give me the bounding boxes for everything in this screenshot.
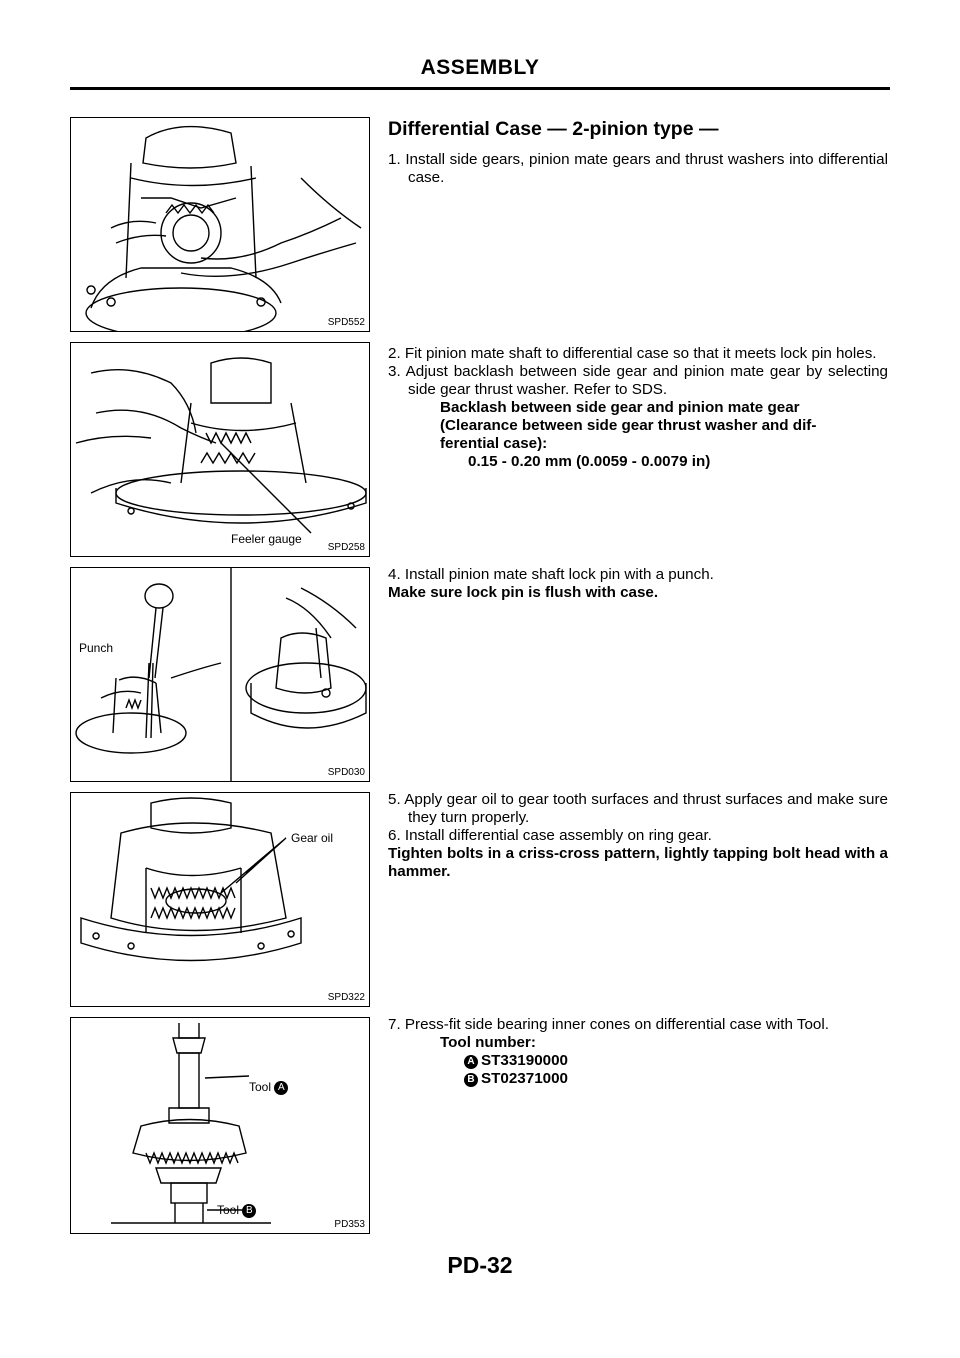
backlash-spec-line-3: ferential case): <box>440 435 548 452</box>
step-2: 2. Fit pinion mate shaft to differential case so that it meets lock pin holes. <box>388 345 877 362</box>
punch-lock-pin-illustration <box>71 568 369 781</box>
punch-label: Punch <box>79 641 114 655</box>
gear-oil-label: Gear oil <box>291 831 334 845</box>
step-7: 7. Press-fit side bearing inner cones on differential case with Tool. <box>388 1016 829 1033</box>
badge-a-icon: A <box>464 1055 478 1069</box>
tool-b-text: Tool <box>217 1203 240 1217</box>
tool-b-label <box>217 1203 259 1218</box>
feeler-gauge-illustration <box>71 343 369 556</box>
text-block-2 <box>388 345 888 471</box>
text-block-5 <box>388 1016 888 1088</box>
figure-code: SPD030 <box>327 767 365 778</box>
step-5: 5. Apply gear oil to gear tooth surfaces and thrust surfaces and make sure they turn properly. <box>388 791 888 826</box>
step-3: 3. Adjust backlash between side gear and pinion mate gear by selecting side gear thrust washer. Refer to SDS. <box>388 363 888 398</box>
text-block-1 <box>388 117 888 187</box>
backlash-spec-value: 0.15 - 0.20 mm (0.0059 - 0.0079 in) <box>468 453 711 470</box>
figure-code: SPD552 <box>327 317 365 328</box>
header-rule <box>70 87 890 90</box>
figure-pd353 <box>70 1017 370 1234</box>
section-title: Differential Case — 2-pinion type — <box>388 118 719 140</box>
press-fit-tool-illustration <box>71 1018 369 1233</box>
step-6-note: Tighten bolts in a criss-cross pattern, lightly tapping bolt head with a hammer. <box>388 845 888 880</box>
step-1: 1. Install side gears, pinion mate gears and thrust washers into differential case. <box>388 151 888 186</box>
text-block-3 <box>388 566 888 602</box>
tool-a-label <box>249 1080 291 1095</box>
badge-a-icon: A <box>274 1081 288 1095</box>
backlash-spec-line-1: Backlash between side gear and pinion mate gear <box>440 399 800 416</box>
step-4-note: Make sure lock pin is flush with case. <box>388 584 659 601</box>
tool-a-text: Tool <box>249 1080 272 1094</box>
figure-code: SPD258 <box>327 542 365 553</box>
tool-b-number: ST02371000 <box>481 1070 568 1087</box>
figure-code: SPD322 <box>327 992 365 1003</box>
step-6: 6. Install differential case assembly on ring gear. <box>388 827 712 844</box>
text-block-4 <box>388 791 888 881</box>
step-4: 4. Install pinion mate shaft lock pin with a punch. <box>388 566 714 583</box>
badge-b-icon: B <box>242 1204 256 1218</box>
backlash-spec-line-2: (Clearance between side gear thrust washer and dif- <box>440 417 817 434</box>
page-number: PD-32 <box>447 1252 513 1278</box>
tool-number-b <box>388 1070 888 1088</box>
figure-spd030 <box>70 567 370 782</box>
figure-code: PD353 <box>334 1219 365 1230</box>
badge-b-icon: B <box>464 1073 478 1087</box>
differential-case-illustration <box>71 118 369 331</box>
gear-oil-illustration <box>71 793 369 1006</box>
figure-spd258 <box>70 342 370 557</box>
tool-a-number: ST33190000 <box>481 1052 568 1069</box>
tool-number-label: Tool number: <box>440 1034 536 1051</box>
feeler-gauge-label: Feeler gauge <box>231 532 302 546</box>
figure-spd322 <box>70 792 370 1007</box>
figure-spd552 <box>70 117 370 332</box>
tool-number-a <box>388 1052 888 1070</box>
page-header-title: ASSEMBLY <box>420 56 540 79</box>
